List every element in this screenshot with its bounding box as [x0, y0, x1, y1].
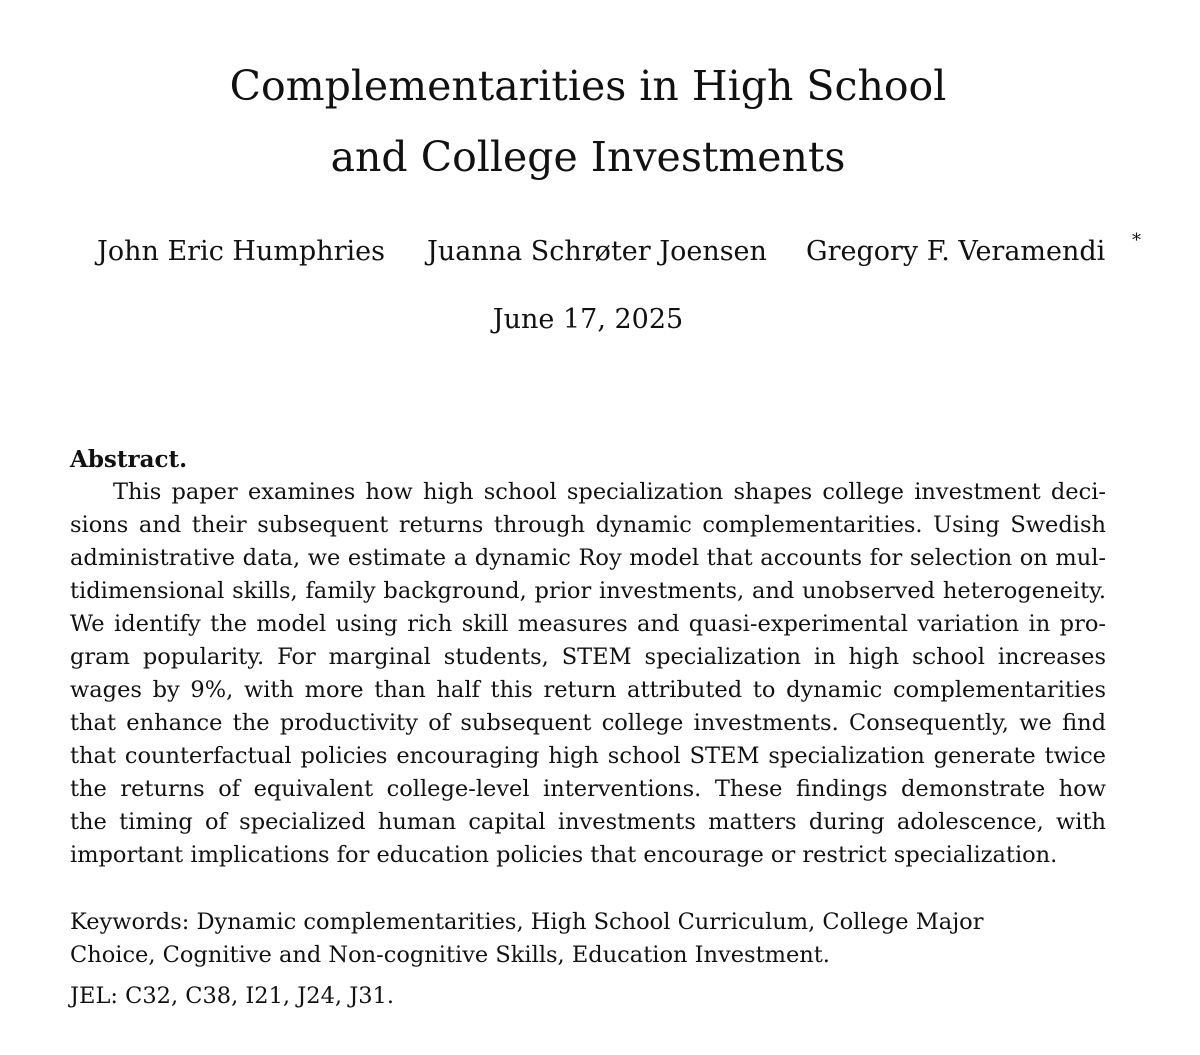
author-humphries: John Eric Humphries — [97, 236, 385, 267]
abstract-line: sions and their subsequent returns through dynamic complementarities. Using Swedish — [70, 514, 1106, 537]
paper-title-line-1: Complementarities in High School — [229, 62, 947, 110]
abstract-line: that counterfactual policies encouraging high school STEM specialization generate twice — [70, 745, 1106, 768]
abstract-line: We identify the model using rich skill measures and quasi-experimental variation in pro- — [70, 613, 1106, 636]
abstract-line: tidimensional skills, family background, prior investments, and unobserved heterogeneity. — [70, 580, 1106, 603]
abstract-line: important implications for education policies that encourage or restrict specialization. — [70, 844, 1058, 867]
abstract-line: that enhance the productivity of subsequent college investments. Consequently, we find — [70, 712, 1106, 735]
author-veramendi: Gregory F. Veramendi — [806, 236, 1106, 267]
paper-date: June 17, 2025 — [492, 304, 684, 335]
jel-codes: JEL: C32, C38, I21, J24, J31. — [70, 983, 394, 1009]
abstract-line: the returns of equivalent college-level interventions. These findings demonstrate how — [70, 778, 1106, 801]
abstract-heading: Abstract. — [70, 446, 188, 473]
author-joensen: Juanna Schrøter Joensen — [427, 236, 767, 267]
keywords-line-2: Choice, Cognitive and Non-cognitive Skills, Education Investment. — [70, 942, 830, 968]
abstract-line: gram popularity. For marginal students, STEM specialization in high school increases — [70, 646, 1106, 669]
abstract-line: the timing of specialized human capital investments matters during adolescence, with — [70, 811, 1106, 834]
author-footnote-mark: * — [1132, 230, 1141, 251]
paper-title-line-2: and College Investments — [330, 133, 846, 181]
abstract-line: wages by 9%, with more than half this return attributed to dynamic complementarities — [70, 679, 1106, 702]
keywords-line-1: Keywords: Dynamic complementarities, High School Curriculum, College Major — [70, 909, 984, 935]
abstract-line: administrative data, we estimate a dynamic Roy model that accounts for selection on mul- — [70, 547, 1106, 570]
abstract-line: This paper examines how high school specialization shapes college investment deci- — [113, 481, 1106, 504]
